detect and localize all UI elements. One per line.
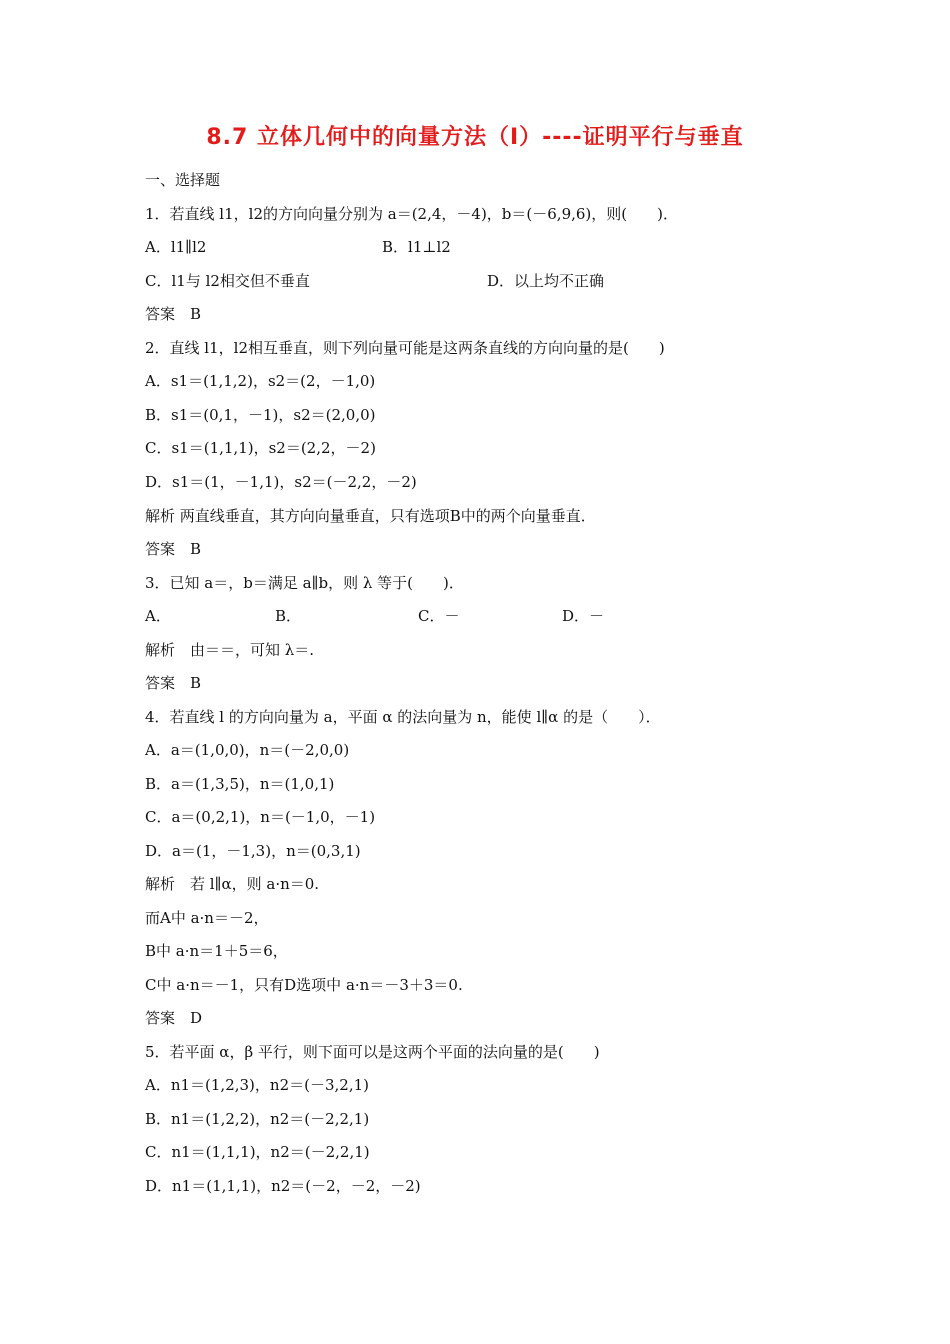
q1-stem: 1．若直线 l1，l2的方向向量分别为 a＝(2,4，－4)，b＝(－6,9,6)，则( )． xyxy=(145,205,678,223)
q3-analysis: 解析 由＝＝，可知 λ＝. xyxy=(145,641,315,659)
q1-answer: 答案 B xyxy=(145,305,202,323)
q1-option-b: B．l1⊥l2 xyxy=(382,238,451,256)
q4-analysis-line-4: C中 a·n＝－1，只有D选项中 a·n＝－3＋3＝0. xyxy=(145,976,463,994)
q4-option-a: A．a＝(1,0,0)，n＝(－2,0,0) xyxy=(145,741,350,759)
q2-option-d: D．s1＝(1，－1,1)，s2＝(－2,2，－2) xyxy=(145,473,417,491)
q4-answer: 答案 D xyxy=(145,1009,203,1027)
q2-option-a: A．s1＝(1,1,2)，s2＝(2，－1,0) xyxy=(145,372,376,390)
q1-option-a: A．l1∥l2 xyxy=(145,238,207,256)
q2-stem: 2．直线 l1，l2相互垂直，则下列向量可能是这两条直线的方向向量的是( ) xyxy=(145,339,665,357)
q3-option-c: C．－ xyxy=(418,607,460,625)
section-heading: 一、选择题 xyxy=(145,171,221,189)
q5-option-b: B．n1＝(1,2,2)，n2＝(－2,2,1) xyxy=(145,1110,370,1128)
q2-analysis: 解析 两直线垂直，其方向向量垂直，只有选项B中的两个向量垂直． xyxy=(145,507,596,525)
q4-analysis-line-3: B中 a·n＝1＋5＝6， xyxy=(145,942,288,960)
q3-option-b: B． xyxy=(275,607,302,625)
q2-option-b: B．s1＝(0,1，－1)，s2＝(2,0,0) xyxy=(145,406,376,424)
q3-option-d: D．－ xyxy=(562,607,605,625)
q4-option-d: D．a＝(1，－1,3)，n＝(0,3,1) xyxy=(145,842,361,860)
q2-answer: 答案 B xyxy=(145,540,202,558)
q5-option-d: D．n1＝(1,1,1)，n2＝(－2，－2，－2) xyxy=(145,1177,421,1195)
q4-stem: 4．若直线 l 的方向向量为 a，平面 α 的法向量为 n，能使 l∥α 的是（ ）． xyxy=(145,708,661,726)
q3-option-a: A． xyxy=(145,607,171,625)
q1-option-c: C．l1与 l2相交但不垂直 xyxy=(145,272,310,290)
q1-option-d: D．以上均不正确 xyxy=(487,272,605,290)
q2-option-c: C．s1＝(1,1,1)，s2＝(2,2，－2) xyxy=(145,439,376,457)
page-title: 8.7 立体几何中的向量方法（Ⅰ）----证明平行与垂直 xyxy=(206,125,744,150)
q5-stem: 5．若平面 α，β 平行，则下面可以是这两个平面的法向量的是( ) xyxy=(145,1043,600,1061)
q3-answer: 答案 B xyxy=(145,674,202,692)
q4-option-b: B．a＝(1,3,5)，n＝(1,0,1) xyxy=(145,775,335,793)
q4-analysis-line-1: 解析 若 l∥α，则 a·n＝0. xyxy=(145,875,320,893)
q5-option-c: C．n1＝(1,1,1)，n2＝(－2,2,1) xyxy=(145,1143,370,1161)
q4-analysis-line-2: 而A中 a·n＝－2， xyxy=(145,909,269,927)
q4-option-c: C．a＝(0,2,1)，n＝(－1,0，－1) xyxy=(145,808,376,826)
q5-option-a: A．n1＝(1,2,3)，n2＝(－3,2,1) xyxy=(145,1076,369,1094)
q3-stem: 3．已知 a＝，b＝满足 a∥b，则 λ 等于( )． xyxy=(145,574,464,592)
